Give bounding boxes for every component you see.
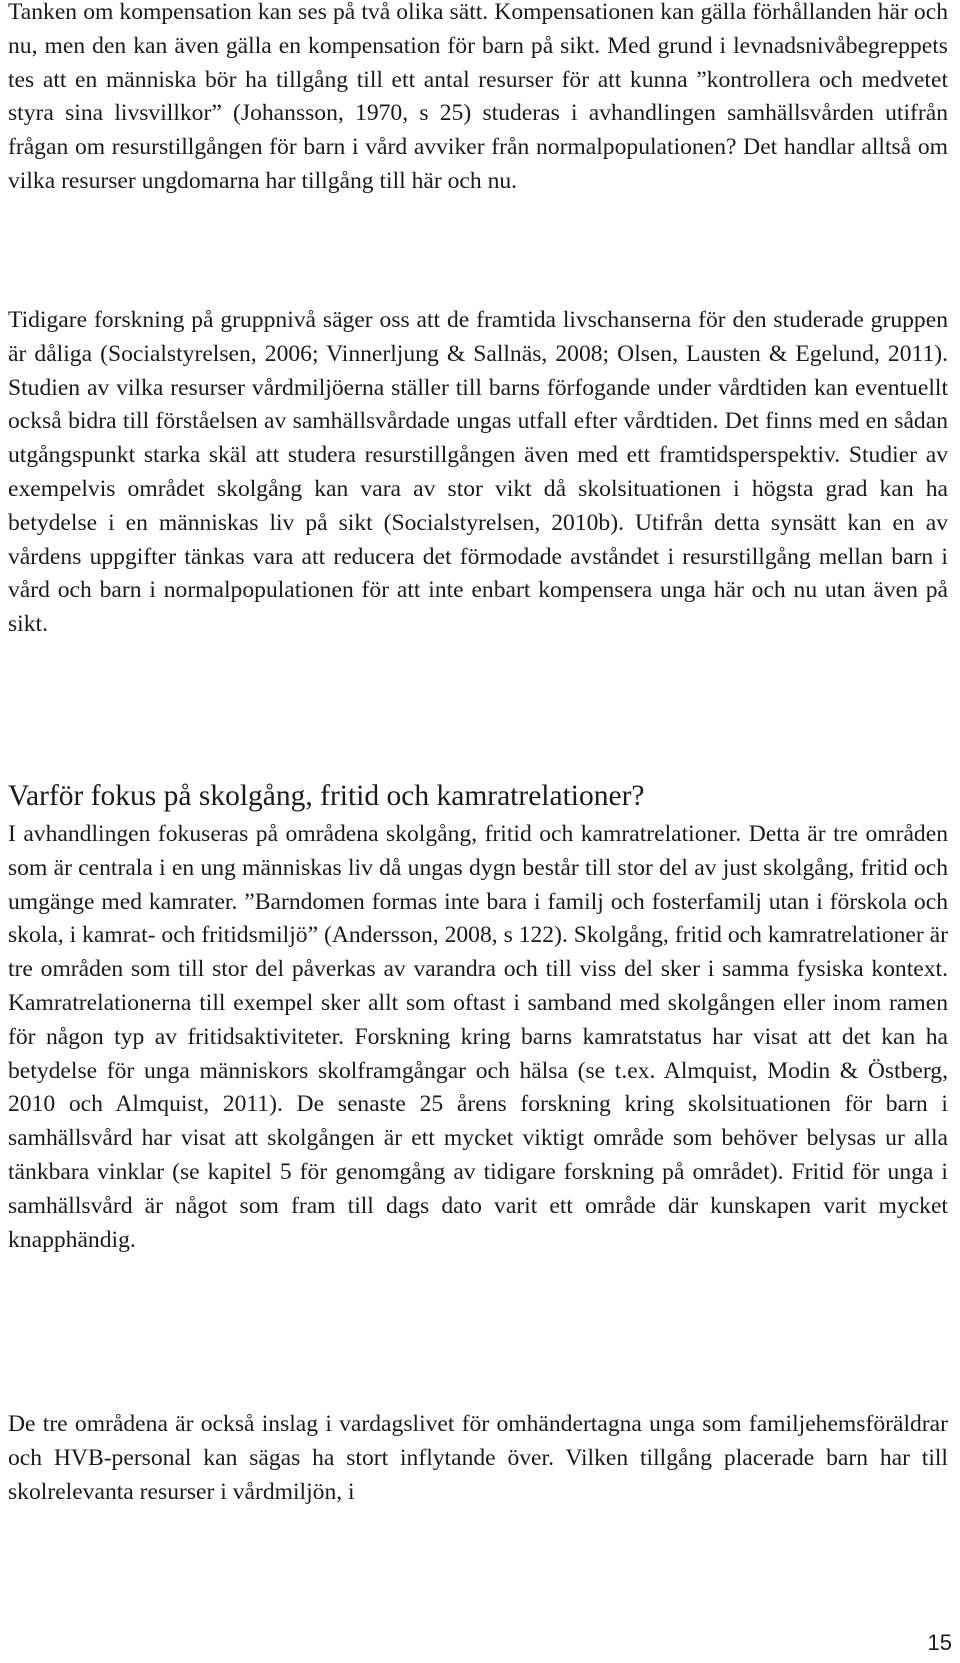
body-paragraph-tidigare-forskning: Tidigare forskning på gruppnivå säger oss att de framtida livschanserna för den studerade gruppen är dåliga (Socialstyrelsen, 2006; Vinnerljung & Sallnäs, 2008; Olsen, Lausten & Egelund, 2011). Studien av vilka resurser vårdmiljöerna ställer till barns förfogande under vårdtiden kan eventuellt också bidra till förståelsen av samhällsvårdade ungas utfall efter vårdtiden. Det finns med en sådan utgångspunkt starka skäl att studera resurstillgången även med ett framtidsperspektiv. Studier av exempelvis området skolgång kan vara av stor vikt då skolsituationen i högsta grad kan ha betydelse i en människas liv på sikt (Socialstyrelsen, 2010b). Utifrån detta synsätt kan en av vårdens uppgifter tänkas vara att reducera det förmodade avståndet i resurstillgång mellan barn i vård och barn i normalpopulationen för att inte enbart kompensera unga här och nu utan även på sikt. [8, 307, 948, 638]
section-heading: Varför fokus på skolgång, fritid och kamratrelationer? [8, 780, 645, 812]
body-paragraph-vardagsliv: De tre områdena är också inslag i vardagslivet för omhändertagna unga som familjehemsföräldrar och HVB-personal kan sägas ha stort inflytande över. Vilken tillgång placerade barn har till skolrelevanta resurser i vårdmiljön, i [8, 1411, 948, 1505]
page-number: 15 [927, 1630, 952, 1655]
body-paragraph-kompensation: Tanken om kompensation kan ses på två olika sätt. Kompensationen kan gälla förhållanden här och nu, men den kan även gälla en kompensation för barn på sikt. Med grund i levnadsnivåbegreppets tes att en människa bör ha tillgång till ett antal resurser för att kunna ”kontrollera och medvetet styra sina livsvillkor” (Johansson, 1970, s 25) studeras i avhandlingen samhällsvården utifrån frågan om resurstillgången för barn i vård avviker från normalpopulationen? Det handlar alltså om vilka resurser ungdomarna har tillgång till här och nu. [8, 0, 948, 194]
body-paragraph-fokus: I avhandlingen fokuseras på områdena skolgång, fritid och kamratrelationer. Detta är tre områden som är centrala i en ung människas liv då ungas dygn består till stor del av just skolgång, fritid och umgänge med kamrater. ”Barndomen formas inte bara i familj och fosterfamilj utan i förskola och skola, i kamrat- och fritidsmiljö” (Andersson, 2008, s 122). Skolgång, fritid och kamratrelationer är tre områden som till stor del påverkas av varandra och till viss del sker i samma fysiska kontext. Kamratrelationerna till exempel sker allt som oftast i samband med skolgången eller inom ramen för någon typ av fritidsaktiviteter. Forskning kring barns kamratstatus har visat att det kan ha betydelse för unga människors skolframgångar och hälsa (se t.ex. Almquist, Modin & Östberg, 2010 och Almquist, 2011). De senaste 25 årens forskning kring skolsituationen för barn i samhällsvård har visat att skolgången är ett mycket viktigt område som behöver belysas ur alla tänkbara vinklar (se kapitel 5 för genomgång av tidigare forskning på området). Fritid för unga i samhällsvård är något som fram till dags dato varit ett område där kunskapen varit mycket knapphändig. [8, 821, 948, 1253]
